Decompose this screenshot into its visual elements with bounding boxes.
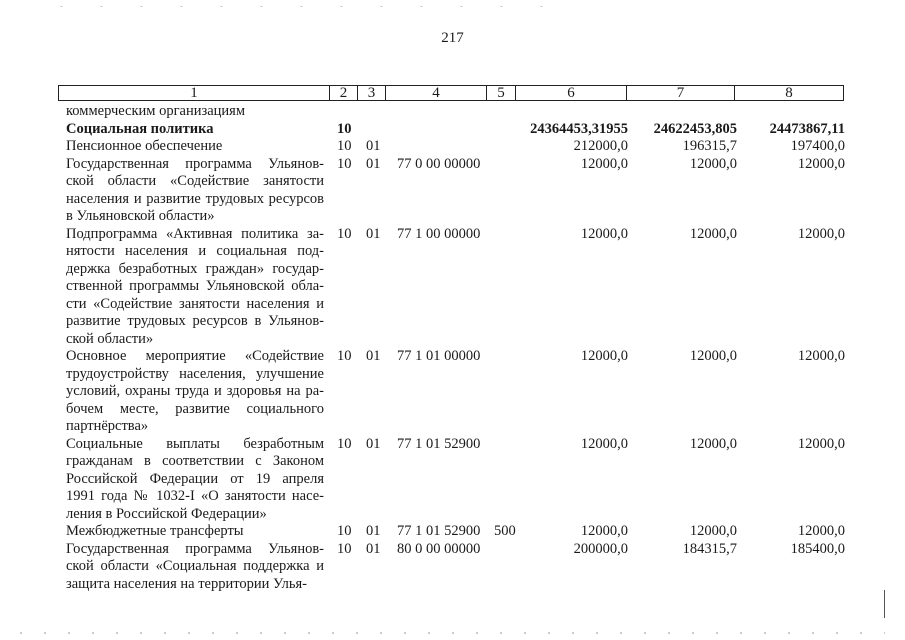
amount-col-6: 24364453,31955 [530,120,628,137]
description-line: держка безработных граждан» государ- [66,260,324,277]
header-col-4: 4 [386,86,487,101]
amount-col-8: 185400,0 [790,540,845,557]
description-line: 1991 года № 1032-I «О занятости насе- [66,488,324,504]
table-row [0,156,905,226]
description-line: условий, охраны труда и здоровья на ра- [66,383,324,399]
table-row [0,436,905,524]
amount-col-6: 12000,0 [580,523,628,539]
amount-col-8: 12000,0 [797,225,845,242]
table-row [0,226,905,349]
row-description [66,226,324,349]
header-col-5: 5 [487,86,516,101]
description-line: Социальные выплаты безработным [66,435,324,452]
expense-type-code: 500 [494,523,516,539]
subsection-code: 01 [366,138,381,154]
description-line: развитие трудовых ресурсов в Ульянов- [66,313,324,329]
table-row [0,121,905,139]
row-description [66,121,324,139]
section-code: 10 [337,435,352,452]
subsection-code: 01 [366,225,381,242]
description-line: бочем месте, развитие социального [66,400,324,417]
description-line: гражданам в соответствии с Законом [66,453,324,469]
scan-artifact-top [60,6,560,7]
section-code: 10 [337,225,352,242]
amount-col-7: 12000,0 [689,225,737,242]
amount-col-7: 24622453,805 [653,120,737,137]
amount-col-7: 12000,0 [689,523,737,539]
subsection-code: 01 [366,155,381,172]
target-article-code: 77 0 00 00000 [397,155,481,172]
amount-col-7: 12000,0 [689,155,737,172]
description-line: сти «Содействие занятости населения и [66,295,324,312]
target-article-code: 80 0 00 00000 [397,540,481,557]
row-description [66,348,324,436]
description-line: Государственная программа Ульянов- [66,155,324,172]
section-code: 10 [337,348,352,364]
description-line: Межбюджетные трансферты [66,523,244,539]
row-description [66,103,324,121]
section-code: 10 [337,155,352,172]
row-description [66,541,324,594]
description-line: Подпрограмма «Активная политика за- [66,225,324,242]
description-line: в Ульяновской области» [66,208,215,224]
page-number: 217 [441,30,464,46]
budget-table-body [0,103,905,593]
description-line: ской области» [66,330,154,347]
subsection-code: 01 [366,348,381,364]
section-code: 10 [337,523,352,539]
target-article-code: 77 1 01 52900 [397,523,481,539]
amount-col-6: 12000,0 [580,435,628,452]
subsection-code: 01 [366,523,381,539]
amount-col-8: 12000,0 [797,435,845,452]
table-row [0,523,905,541]
description-line: Государственная программа Ульянов- [66,540,324,557]
section-code: 10 [337,120,352,137]
amount-col-6: 12000,0 [580,225,628,242]
description-line: ской области «Содействие занятости [66,173,324,189]
description-line: коммерческим организациям [66,103,246,119]
table-row [0,541,905,594]
description-line: нятости населения и социальная под- [66,243,324,259]
section-code: 10 [337,138,352,154]
table-row [0,348,905,436]
table-row [0,103,905,121]
description-line: Социальная политика [66,120,214,137]
amount-col-7: 196315,7 [682,138,737,154]
amount-col-8: 12000,0 [797,523,845,539]
row-description [66,156,324,226]
amount-col-6: 12000,0 [580,155,628,172]
section-code: 10 [337,540,352,557]
row-description [66,436,324,524]
description-line: населения и развитие трудовых ресурсов [66,190,324,207]
target-article-code: 77 1 01 52900 [397,435,481,452]
description-line: ления в Российской Федерации» [66,505,267,522]
description-line: Основное мероприятие «Содействие [66,348,324,364]
amount-col-6: 200000,0 [573,540,628,557]
header-col-6: 6 [516,86,627,101]
amount-col-8: 12000,0 [797,348,845,364]
description-line: трудоустройству населения, улучшение [66,365,324,382]
header-col-3: 3 [358,86,386,101]
subsection-code: 01 [366,540,381,557]
row-description [66,138,324,156]
amount-col-8: 24473867,11 [769,120,845,137]
scan-edge-mark [884,590,885,618]
scan-artifact-bottom [20,632,885,634]
description-line: Пенсионное обеспечение [66,138,223,154]
target-article-code: 77 1 01 00000 [397,348,481,364]
amount-col-6: 12000,0 [580,348,628,364]
target-article-code: 77 1 00 00000 [397,225,481,242]
column-header-table [58,85,844,101]
description-line: ственной программы Ульяновской обла- [66,278,324,294]
amount-col-8: 12000,0 [797,155,845,172]
header-col-2: 2 [330,86,358,101]
amount-col-8: 197400,0 [790,138,845,154]
amount-col-7: 12000,0 [689,348,737,364]
header-col-7: 7 [627,86,735,101]
description-line: защита населения на территории Улья- [66,575,308,592]
description-line: партнёрства» [66,418,149,434]
table-row [0,138,905,156]
amount-col-7: 184315,7 [682,540,737,557]
description-line: ской области «Социальная поддержка и [66,558,324,574]
header-col-1: 1 [59,86,330,101]
amount-col-7: 12000,0 [689,435,737,452]
header-col-8: 8 [735,86,844,101]
subsection-code: 01 [366,435,381,452]
row-description [66,523,324,541]
amount-col-6: 212000,0 [573,138,628,154]
description-line: Российской Федерации от 19 апреля [66,470,324,487]
